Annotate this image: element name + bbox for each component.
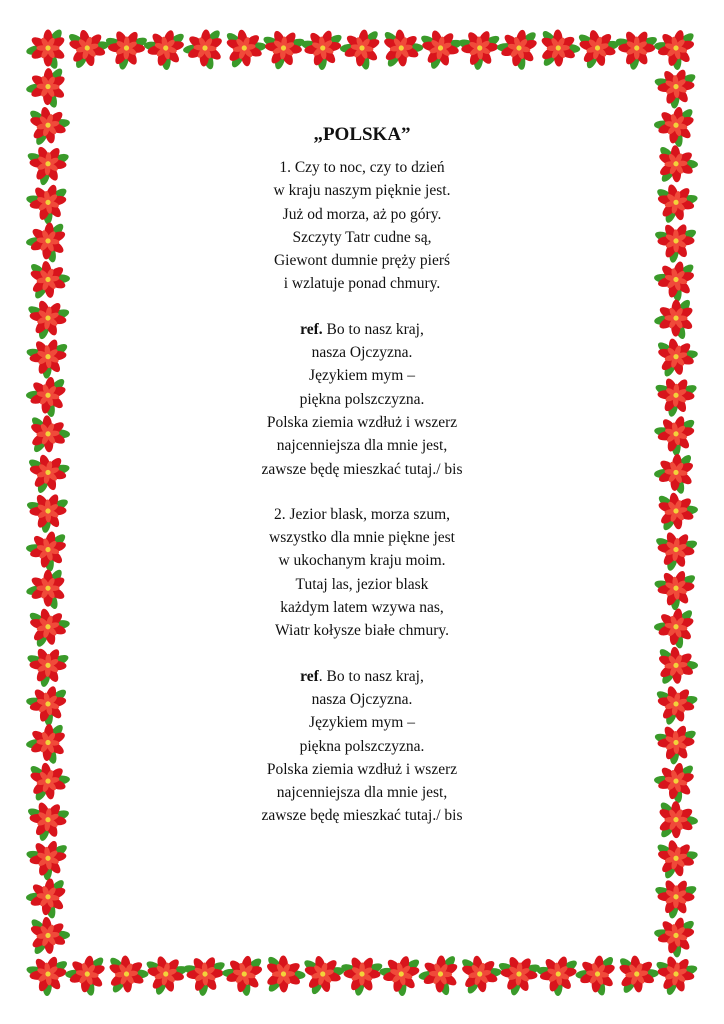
poinsettia-icon: [95, 944, 153, 1002]
poinsettia-icon: [644, 674, 703, 733]
verse-line: 2. Jezior blask, morza szum,: [273, 505, 451, 523]
refrain-line: nasza Ojczyzna.: [311, 344, 413, 362]
refrain-line: nasza Ojczyzna.: [311, 690, 413, 708]
refrain-line: Polska ziemia wzdłuż i wszerz: [266, 760, 458, 778]
poinsettia-icon: [448, 944, 507, 1003]
poinsettia-icon: [650, 603, 697, 652]
poinsettia-icon: [17, 134, 75, 192]
poinsettia-icon: [294, 20, 348, 75]
verse-line: Szczyty Tatr cudne są,: [292, 228, 432, 246]
verse-1: [100, 156, 624, 296]
verse-line: Wiatr kołysze białe chmury.: [275, 622, 449, 640]
poinsettia-icon: [23, 218, 68, 265]
poinsettia-icon: [17, 288, 75, 347]
poinsettia-icon: [17, 636, 74, 694]
poinsettia-icon: [138, 21, 190, 74]
refrain-line: Językiem mym –: [309, 367, 415, 385]
poinsettia-icon: [16, 442, 75, 501]
poinsettia-icon: [18, 482, 74, 539]
verse-line: Tutaj las, jezior blask: [295, 575, 429, 593]
poinsettia-icon: [645, 868, 702, 926]
poinsettia-icon: [175, 945, 231, 1002]
poinsettia-icon: [529, 947, 582, 1002]
verse-line: w kraju naszym pięknie jest.: [273, 182, 451, 200]
poinsettia-icon: [18, 329, 73, 385]
refrain-line: piękna polszczyzna.: [299, 390, 425, 408]
poinsettia-icon: [644, 172, 703, 231]
poinsettia-icon: [17, 790, 75, 849]
refrain-line: piękna polszczyzna.: [299, 737, 425, 755]
poinsettia-icon: [646, 212, 702, 269]
poinsettia-icon: [253, 944, 311, 1001]
poinsettia-icon: [19, 946, 73, 1001]
verse-line: wszystko dla mnie piękne jest: [269, 529, 455, 547]
refrain-line: zawsze będę mieszkać tutaj./ bis: [261, 460, 463, 478]
poinsettia-icon: [646, 714, 702, 771]
poinsettia-icon: [19, 831, 73, 886]
refrain-2: [100, 665, 624, 828]
verse-line: 1. Czy to noc, czy to dzień: [279, 159, 445, 176]
refrain-line: Polska ziemia wzdłuż i wszerz: [266, 413, 458, 431]
refrain-line-text: . Bo to nasz kraj,: [318, 667, 424, 685]
poinsettia-icon: [370, 18, 429, 76]
refrain-label: ref: [300, 667, 319, 685]
verse-2: [100, 503, 624, 643]
poinsettia-icon: [647, 560, 701, 615]
refrain-line-text: Bo to nasz kraj,: [322, 320, 424, 338]
poinsettia-icon: [573, 951, 619, 998]
verse-line: Giewont dumnie pręży pierś: [273, 252, 451, 270]
poinsettia-icon: [645, 520, 703, 579]
refrain-label: ref.: [300, 320, 323, 338]
verse-line: i wzlatuje ponad chmury.: [283, 275, 441, 293]
poinsettia-icon: [26, 27, 67, 70]
poinsettia-icon: [645, 366, 703, 424]
verse-line: Już od morza, aż po góry.: [282, 205, 442, 223]
poinsettia-icon: [450, 20, 505, 76]
poinsettia-icon: [213, 18, 272, 77]
poinsettia-icon: [181, 26, 225, 72]
poinsettia-icon: [492, 23, 541, 73]
refrain-line: najcenniejsza dla mnie jest,: [276, 784, 448, 802]
poinsettia-icon: [56, 18, 115, 77]
poinsettia-icon: [528, 18, 586, 75]
verse-line: w ukochanym kraju moim.: [278, 552, 446, 570]
poinsettia-icon: [217, 949, 266, 1000]
poinsettia-icon: [646, 58, 701, 114]
poinsettia-icon: [652, 450, 696, 496]
song-title: „POLSKA”: [313, 124, 411, 145]
refrain-first-line: [100, 665, 624, 688]
refrain-1: [100, 318, 624, 481]
verse-line: każdym latem wzywa nas,: [280, 599, 444, 617]
poinsettia-icon: [337, 24, 383, 72]
poinsettia-icon: [606, 944, 665, 1002]
poinsettia-icon: [26, 568, 67, 611]
poinsettia-icon: [24, 720, 68, 766]
refrain-first-line: [100, 318, 624, 341]
poinsettia-icon: [25, 65, 67, 109]
poinsettia-icon: [653, 297, 695, 341]
poinsettia-icon: [648, 22, 699, 74]
poinsettia-icon: [62, 950, 109, 999]
refrain-line: Językiem mym –: [309, 714, 415, 732]
poinsettia-icon: [417, 952, 460, 997]
poinsettia-icon: [23, 873, 69, 921]
refrain-line: najcenniejsza dla mnie jest,: [276, 437, 448, 455]
song-lyrics: [100, 122, 624, 850]
poinsettia-icon: [373, 948, 425, 1001]
refrain-line: zawsze będę mieszkać tutaj./ bis: [261, 807, 463, 825]
